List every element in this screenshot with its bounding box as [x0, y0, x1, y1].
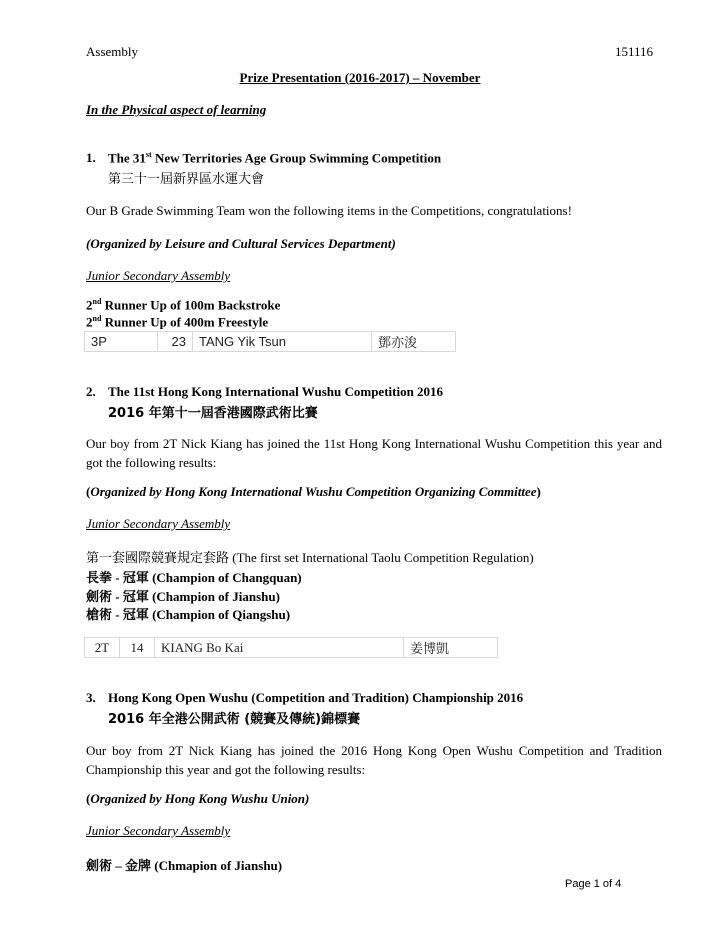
item1-award-1: [86, 297, 280, 313]
item2-org-close: ): [536, 484, 541, 499]
item2-line1-en: (The first set International Taolu Competition Regulation): [229, 550, 534, 565]
winner-chinese-name: 姜博凱: [404, 638, 498, 658]
item2-line-4: 槍術 - 冠軍 (Champion of Qiangshu): [86, 607, 291, 622]
item1-winner-table: [84, 331, 456, 352]
item3-chinese-title: 2016 年全港公開武術 (競賽及傳統)錦標賽: [108, 712, 361, 727]
item1-number: 1.: [86, 150, 96, 166]
item1-award1-sup: nd: [92, 297, 102, 306]
item2-heading: [86, 384, 443, 400]
item2-line-3: 劍術 - 冠軍 (Champion of Jianshu): [86, 589, 280, 604]
item3-heading: [86, 690, 523, 706]
item1-award2-sup: nd: [92, 314, 102, 323]
winner-number: 14: [120, 638, 155, 658]
winner-chinese-name: 鄧亦浚: [372, 332, 456, 352]
table-row: [85, 332, 456, 352]
header-left: Assembly: [86, 44, 138, 59]
item2-organizer: [86, 484, 541, 500]
item2-chinese-title: 2016 年第十一屆香港國際武術比賽: [108, 406, 318, 421]
item1-award1-post: Runner Up of 100m Backstroke: [101, 297, 281, 313]
item1-organizer: (Organized by Leisure and Cultural Services Department): [86, 236, 396, 251]
item1-assembly: Junior Secondary Assembly: [86, 268, 231, 283]
header-right: 151116: [615, 44, 654, 59]
table-row: [85, 638, 498, 658]
item3-line-1: 劍術 – 金牌 (Chmapion of Jianshu): [86, 858, 283, 873]
winner-name: TANG Yik Tsun: [193, 332, 372, 352]
item2-title: The 11st Hong Kong International Wushu Competition 2016: [108, 384, 444, 399]
item2-assembly: Junior Secondary Assembly: [86, 516, 231, 531]
item2-line1-cn: 第一套國際競賽規定套路: [86, 551, 230, 566]
item3-organizer: [86, 791, 309, 807]
item3-org-text: Organized by Hong Kong Wushu Union): [90, 791, 310, 806]
item1-chinese-title: 第三十一屆新界區水運大會: [108, 172, 265, 187]
winner-class: 3P: [85, 332, 158, 352]
item2-line-2: 長拳 - 冠軍 (Champion of Changquan): [86, 570, 302, 585]
item1-paragraph: Our B Grade Swimming Team won the following items in the Competitions, congratulations!: [86, 203, 572, 218]
item3-assembly: Junior Secondary Assembly: [86, 823, 231, 838]
item2-paragraph: Our boy from 2T Nick Kiang has joined the 11st Hong Kong International Wushu Competition this year and got the following results:: [86, 436, 662, 470]
page-title: Prize Presentation (2016-2017) – November: [239, 70, 481, 85]
item2-winner-table: [84, 637, 498, 658]
winner-name: KIANG Bo Kai: [155, 638, 404, 658]
item2-number: 2.: [86, 384, 96, 399]
item2-line-1: [86, 547, 534, 566]
item1-title-pre: The 31: [108, 150, 146, 166]
item1-title-sup: st: [145, 150, 152, 159]
item1-award2-pre: 2: [86, 314, 93, 330]
winner-class: 2T: [85, 638, 120, 658]
item1-award-2: [86, 314, 268, 330]
winner-number: 23: [158, 332, 193, 352]
item3-title: Hong Kong Open Wushu (Competition and Tradition) Championship 2016: [108, 690, 524, 705]
item1-award2-post: Runner Up of 400m Freestyle: [101, 314, 269, 330]
item1-award1-pre: 2: [86, 297, 93, 313]
item3-paragraph: Our boy from 2T Nick Kiang has joined the 2016 Hong Kong Open Wushu Competition and Tradition Championship this year and got the following results:: [86, 743, 662, 777]
section-heading: In the Physical aspect of learning: [86, 102, 267, 117]
item1-title-post: New Territories Age Group Swimming Competition: [151, 150, 442, 166]
item2-org-open: (: [86, 484, 91, 499]
page-footer: Page 1 of 4: [565, 878, 622, 890]
item1-heading: [86, 150, 441, 166]
item2-org-text: Organized by Hong Kong International Wushu Competition Organizing Committee: [90, 484, 537, 499]
item3-number: 3.: [86, 690, 96, 705]
item3-org-open: (: [86, 791, 91, 806]
